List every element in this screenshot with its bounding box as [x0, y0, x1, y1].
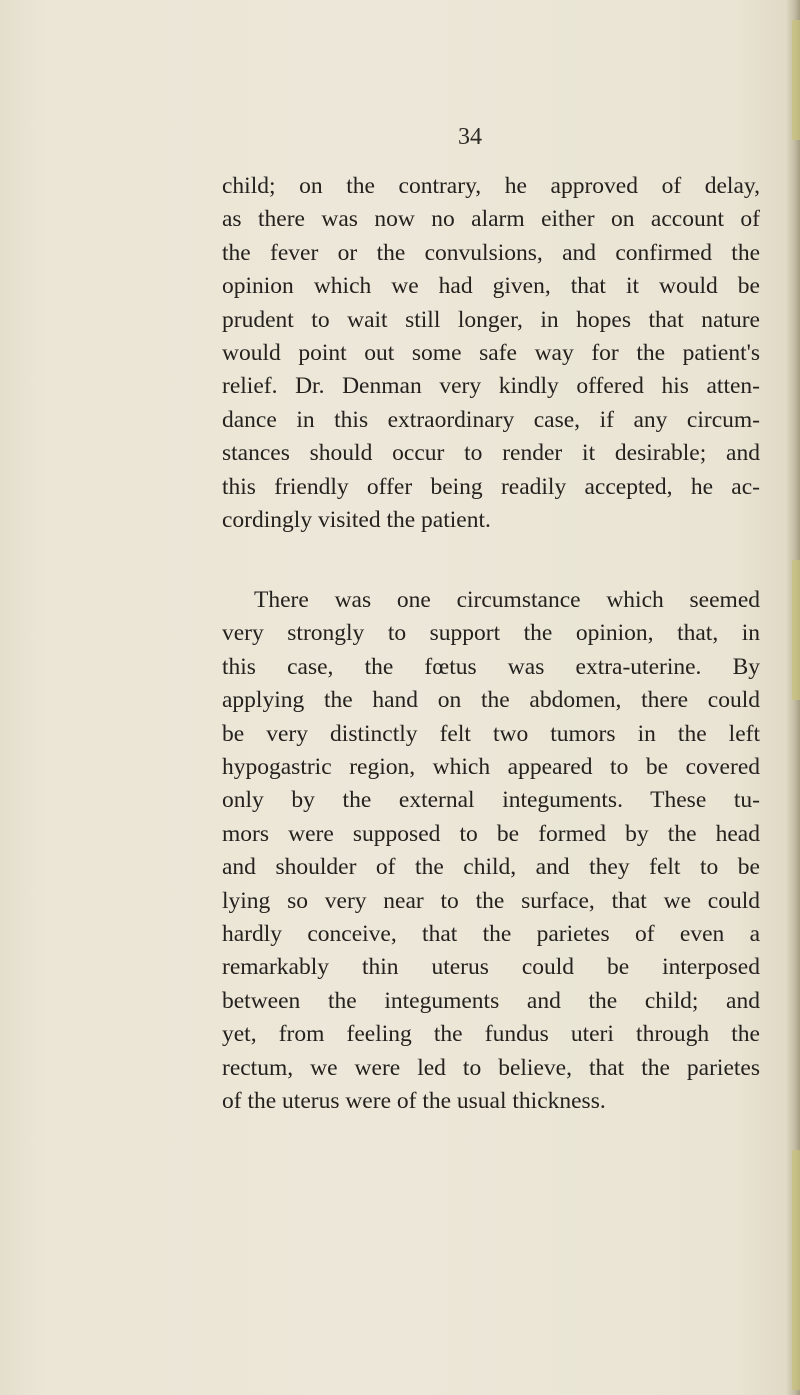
text-line: dance in this extraordinary case, if any circum- [222, 406, 760, 433]
text-line: this case, the fœtus was extra-uterine. By [222, 653, 760, 680]
text-line: as there was now no alarm either on account of [222, 206, 760, 233]
text-line: be very distinctly felt two tumors in the left [222, 720, 760, 747]
text-line: of the uterus were of the usual thickness. [222, 1088, 606, 1115]
text-line: rectum, we were led to believe, that the parietes [222, 1054, 760, 1081]
text-line: the fever or the convulsions, and confirmed the [222, 239, 760, 266]
text-line: remarkably thin uterus could be interposed [222, 954, 760, 981]
page-edge-stain [792, 560, 800, 700]
text-line: opinion which we had given, that it would be [222, 273, 760, 300]
paragraph-1 [222, 170, 760, 537]
text-line: There was one circumstance which seemed [254, 587, 760, 613]
text-line: hypogastric region, which appeared to be covered [222, 754, 760, 781]
text-line: mors were supposed to be formed by the head [222, 820, 760, 847]
text-line: and shoulder of the child, and they felt to be [222, 854, 760, 881]
text-line: hardly conceive, that the parietes of even a [222, 921, 760, 948]
page-edge-stain [792, 1150, 800, 1390]
text-line: child; on the contrary, he approved of delay, [222, 173, 760, 199]
paragraph-2 [222, 584, 760, 1119]
text-line: yet, from feeling the fundus uteri through the [222, 1021, 760, 1048]
text-line: stances should occur to render it desirable; and [222, 440, 760, 467]
text-line: applying the hand on the abdomen, there could [222, 687, 760, 714]
page-edge-stain [792, 20, 800, 140]
text-line: this friendly offer being readily accepted, he ac- [222, 473, 760, 500]
text-line: would point out some safe way for the patient's [222, 340, 760, 367]
text-line: only by the external integuments. These tu- [222, 787, 760, 814]
text-line: cordingly visited the patient. [222, 507, 491, 534]
text-line: between the integuments and the child; and [222, 987, 760, 1014]
text-line: prudent to wait still longer, in hopes that nature [222, 306, 760, 333]
text-line: relief. Dr. Denman very kindly offered his atten- [222, 373, 760, 400]
text-line: lying so very near to the surface, that we could [222, 887, 760, 914]
text-line: very strongly to support the opinion, that, in [222, 620, 760, 647]
page-number: 34 [458, 124, 482, 150]
